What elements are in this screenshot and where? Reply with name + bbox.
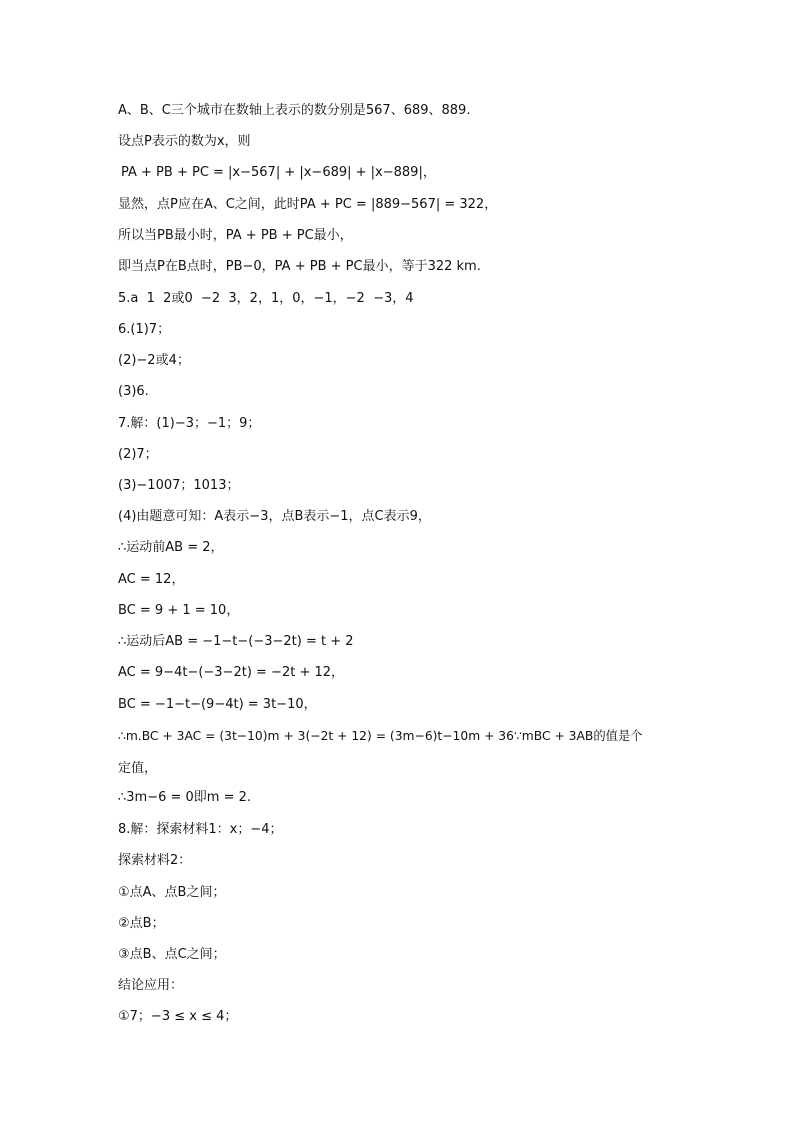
text-line-3: PA + PB + PC = |x−567| + |x−689| + |x−889|， [121, 165, 436, 180]
text-line-16: AC = 12， [118, 572, 185, 587]
text-line-9: (2)−2或4； [118, 353, 190, 368]
text-line-22: 定值， [118, 761, 158, 776]
text-line-12: (2)7； [118, 447, 158, 462]
text-line-25: 探索材料2： [118, 853, 192, 868]
text-line-23: ∴3m−6 = 0即m = 2. [118, 790, 252, 805]
text-line-14: (4)由题意可知：A表示−3，点B表示−1，点C表示9， [118, 509, 431, 524]
text-line-29: 结论应用： [118, 978, 184, 993]
text-line-24: 8.解：探索材料1：x；−4； [118, 822, 283, 837]
text-line-19: AC = 9−4t−(−3−2t) = −2t + 12， [118, 665, 345, 680]
text-line-30: ①7；−3 ≤ x ≤ 4； [118, 1009, 238, 1024]
text-line-28: ③点B、点C之间； [118, 947, 226, 962]
text-line-20: BC = −1−t−(9−4t) = 3t−10， [118, 697, 317, 712]
text-line-4: 显然，点P应在A、C之间，此时PA + PC = |889−567| = 322， [118, 197, 498, 212]
text-line-13: (3)−1007；1013； [118, 478, 240, 493]
text-line-26: ①点A、点B之间； [118, 885, 226, 900]
text-line-18: ∴运动后AB = −1−t−(−3−2t) = t + 2 [118, 634, 354, 649]
text-line-1: A、B、C三个城市在数轴上表示的数分别是567、689、889. [118, 103, 471, 118]
text-line-8: 6.(1)7； [118, 322, 171, 337]
text-line-17: BC = 9 + 1 = 10， [118, 603, 240, 618]
text-line-27: ②点B； [118, 916, 165, 931]
text-line-11: 7.解：(1)−3；−1；9； [118, 416, 261, 431]
text-line-21: ∴m.BC + 3AC = (3t−10)m + 3(−2t + 12) = (3m−6)t−10m + 36∵mBC + 3AB的值是个 [118, 729, 643, 743]
text-line-6: 即当点P在B点时，PB−0，PA + PB + PC最小，等于322 km. [118, 259, 481, 274]
text-line-10: (3)6. [118, 384, 149, 399]
text-line-5: 所以当PB最小时，PA + PB + PC最小， [118, 228, 353, 243]
text-line-15: ∴运动前AB = 2， [118, 540, 224, 555]
text-line-2: 设点P表示的数为x，则 [118, 134, 251, 149]
text-line-7: 5.a 1 2或0 −2 3，2，1，0，−1，−2 −3，4 [118, 291, 414, 306]
